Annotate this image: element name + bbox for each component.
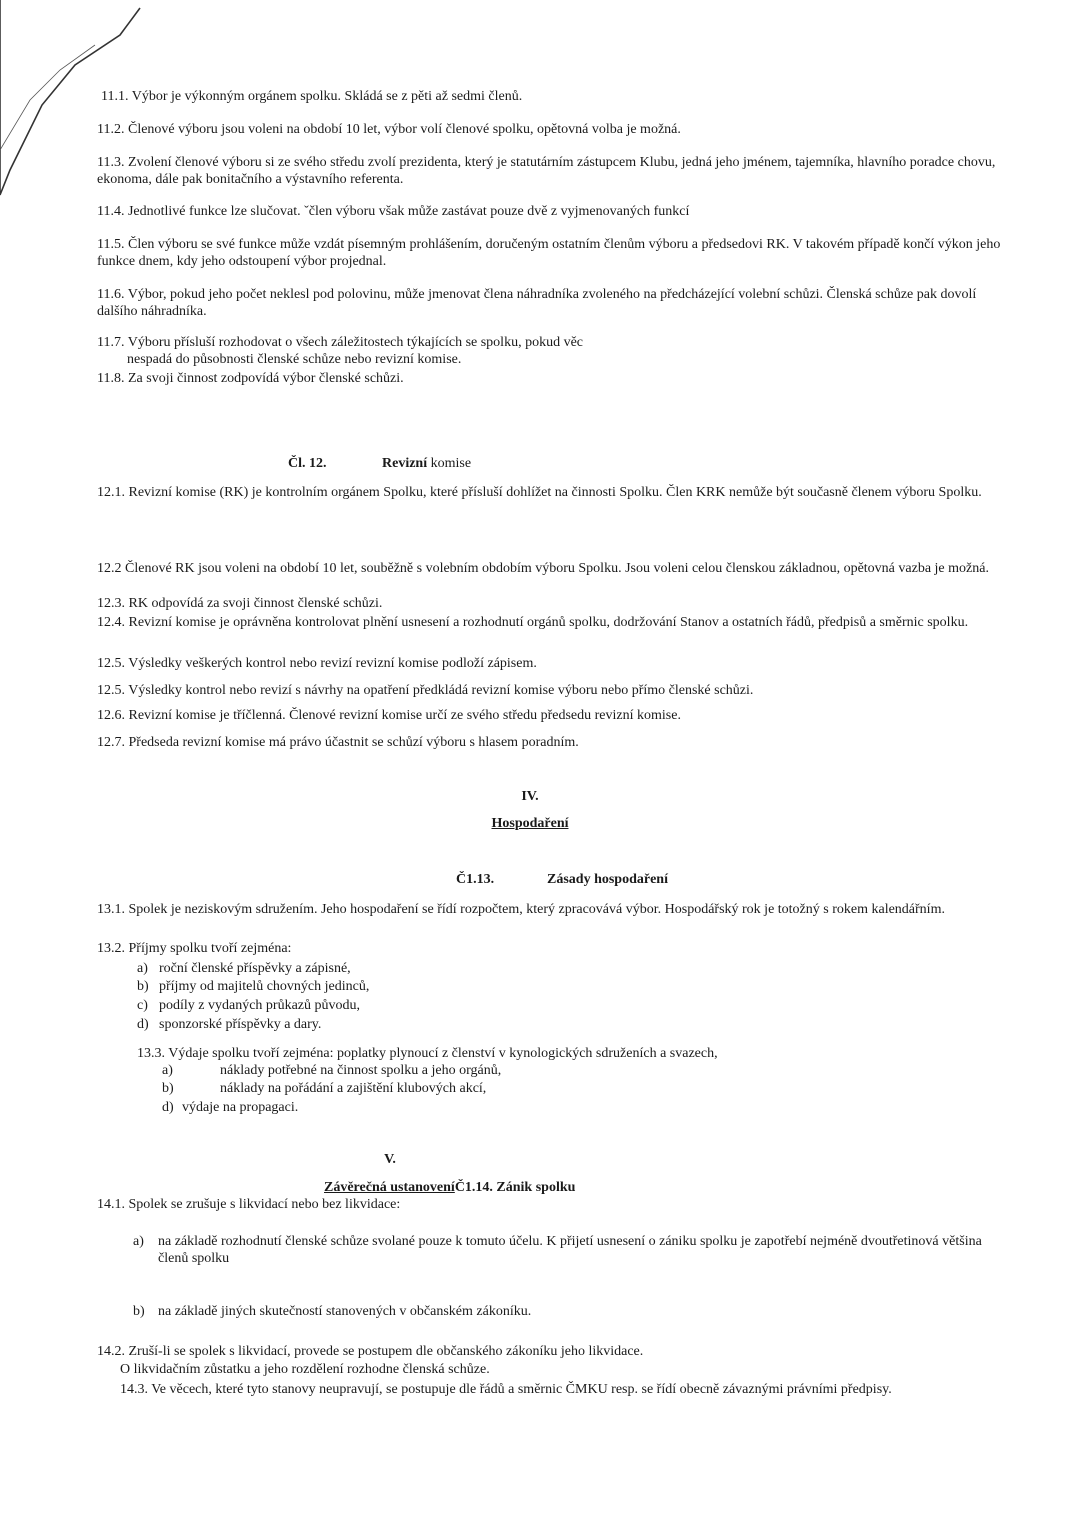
dissolution-item-b-text: na základě jiných skutečností stanovených v občanském zákoníku. [158, 1304, 532, 1319]
para-11-4: 11.4. Jednotlivé funkce lze slučovat. ˇčlen výboru však může zastávat pouze dvě z vyjmenovaných funkcí [97, 204, 690, 219]
para-11-2: 11.2. Členové výboru jsou voleni na období 10 let, výbor volí členové spolku, opětovná volba je možná. [97, 122, 681, 137]
para-12-3: 12.3. RK odpovídá za svoji činnost členské schůzi. [97, 596, 383, 611]
expense-text: náklady na pořádání a zajištění klubových akcí, [220, 1081, 487, 1096]
income-text: sponzorské příspěvky a dary. [159, 1017, 322, 1032]
para-11-1: 11.1. Výbor je výkonným orgánem spolku. Skládá se z pěti až sedmi členů. [101, 89, 523, 104]
expense-text: výdaje na propagaci. [182, 1100, 299, 1115]
part-4-roman: IV. [521, 789, 539, 804]
para-14-1: 14.1. Spolek se zrušuje s likvidací nebo bez likvidace: [97, 1197, 401, 1212]
para-11-7: 11.7. Výboru přísluší rozhodovat o všech záležitostech týkajících se spolku, pokud věc [97, 335, 584, 350]
para-12-1: 12.1. Revizní komise (RK) je kontrolním orgánem Spolku, které přísluší dohlížet na činnosti Spolku. Člen KRK nemůže být současně členem výboru Spolku. [97, 485, 982, 500]
para-12-5b: 12.5. Výsledky kontrol nebo revizí s návrhy na opatření předkládá revizní komise výboru nebo přímo členské schůzi. [97, 683, 754, 698]
income-item-a [137, 960, 351, 977]
income-marker: a) [137, 961, 148, 976]
article-12-number: Čl. 12. [288, 456, 327, 471]
para-14-3: 14.3. Ve věcech, které tyto stanovy neupravují, se postupuje dle řádů a směrnic ČMKU resp. se řídí obecně závaznými právními předpisy. [120, 1382, 892, 1397]
part-5-heading [324, 1179, 575, 1196]
para-11-5: 11.5. Člen výboru se své funkce může vzdát písemným prohlášením, doručeným ostatním členům výboru a předsedovi RK. V takovém případě končí výkon jeho funkce dnem, kdy jeho odstoupení výbor projednal. [97, 237, 1001, 269]
income-text: roční členské příspěvky a zápisné, [159, 961, 351, 976]
para-12-6: 12.6. Revizní komise je tříčlenná. Členové revizní komise určí ze svého středu předsedu revizní komise. [97, 708, 681, 723]
expense-item-b [162, 1080, 486, 1097]
part-5-title: Závěrečná ustanovení [324, 1180, 455, 1195]
income-text: příjmy od majitelů chovných jedinců, [159, 979, 370, 994]
article-12-heading-rest: komise [427, 456, 472, 471]
para-14-2: 14.2. Zruší-li se spolek s likvidací, provede se postupem dle občanského zákoníku jeho likvidace. [97, 1344, 644, 1359]
para-12-2: 12.2 Členové RK jsou voleni na období 10 let, souběžně s volebním obdobím výboru Spolku. Jsou voleni celou členskou základnou, opětovná vazba je možná. [97, 561, 989, 576]
dissolution-item-a-text: na základě rozhodnutí členské schůze svolané pouze k tomuto účelu. K přijetí usnesení o zániku spolku je zapotřebí nejméně dvoutřetinová většina členů spolku [158, 1234, 982, 1266]
article-12-heading [382, 455, 471, 472]
para-11-7-cont: nespadá do působnosti členské schůze nebo revizní komise. [127, 352, 462, 367]
income-item-b [137, 978, 369, 995]
income-text: podíly z vydaných průkazů původu, [159, 998, 361, 1013]
para-13-3: 13.3. Výdaje spolku tvoří zejména: poplatky plynoucí z členství v kynologických sdruženích a svazech, [137, 1046, 718, 1061]
income-marker: b) [137, 979, 149, 994]
income-item-c [137, 997, 360, 1014]
dissolution-item-b-marker: b) [133, 1304, 145, 1319]
article-13-number: Č1.13. [456, 872, 495, 887]
para-11-3: 11.3. Zvolení členové výboru si ze svého středu zvolí prezidenta, který je statutárním zástupcem Klubu, jedná jeho jménem, tajemníka, hlavního poradce chovu, ekonoma, dále pak bonitačního a výstavního referenta. [97, 155, 996, 187]
part-5-roman: V. [384, 1152, 396, 1167]
para-12-7: 12.7. Předseda revizní komise má právo účastnit se schůzí výboru s hlasem poradním. [97, 735, 579, 750]
article-14-title: Č1.14. Zánik spolku [454, 1180, 576, 1195]
para-14-2-cont: O likvidačním zůstatku a jeho rozdělení rozhodne členská schůze. [120, 1362, 490, 1377]
para-13-1: 13.1. Spolek je neziskovým sdružením. Jeho hospodaření se řídí rozpočtem, který zpracovává výbor. Hospodářský rok je totožný s rokem kalendářním. [97, 902, 945, 917]
para-11-8: 11.8. Za svoji činnost zodpovídá výbor členské schůzi. [97, 371, 404, 386]
expense-marker: a) [162, 1063, 173, 1078]
expense-item-d [162, 1099, 298, 1116]
para-13-2: 13.2. Příjmy spolku tvoří zejména: [97, 941, 292, 956]
article-12-heading-bold: Revizní [382, 456, 428, 471]
dissolution-item-a-marker: a) [133, 1234, 144, 1249]
article-13-title: Zásady hospodaření [547, 872, 668, 887]
expense-marker: d) [162, 1100, 174, 1115]
para-11-6: 11.6. Výbor, pokud jeho počet neklesl pod polovinu, může jmenovat člena náhradníka zvoleného na předcházející volební schůzi. Členská schůze pak dovolí dalšího náhradníka. [97, 287, 977, 319]
income-marker: c) [137, 998, 148, 1013]
income-marker: d) [137, 1017, 149, 1032]
para-12-4: 12.4. Revizní komise je oprávněna kontrolovat plnění usnesení a rozhodnutí orgánů spolku, dodržování Stanov a ostatních řádů, předpisů a směrnic spolku. [97, 615, 969, 630]
expense-marker: b) [162, 1081, 174, 1096]
part-4-title: Hospodaření [491, 816, 569, 831]
expense-item-a [162, 1062, 501, 1079]
para-12-5a: 12.5. Výsledky veškerých kontrol nebo revizí revizní komise podloží zápisem. [97, 656, 537, 671]
income-item-d [137, 1016, 321, 1033]
expense-text: náklady potřebné na činnost spolku a jeho orgánů, [220, 1063, 502, 1078]
